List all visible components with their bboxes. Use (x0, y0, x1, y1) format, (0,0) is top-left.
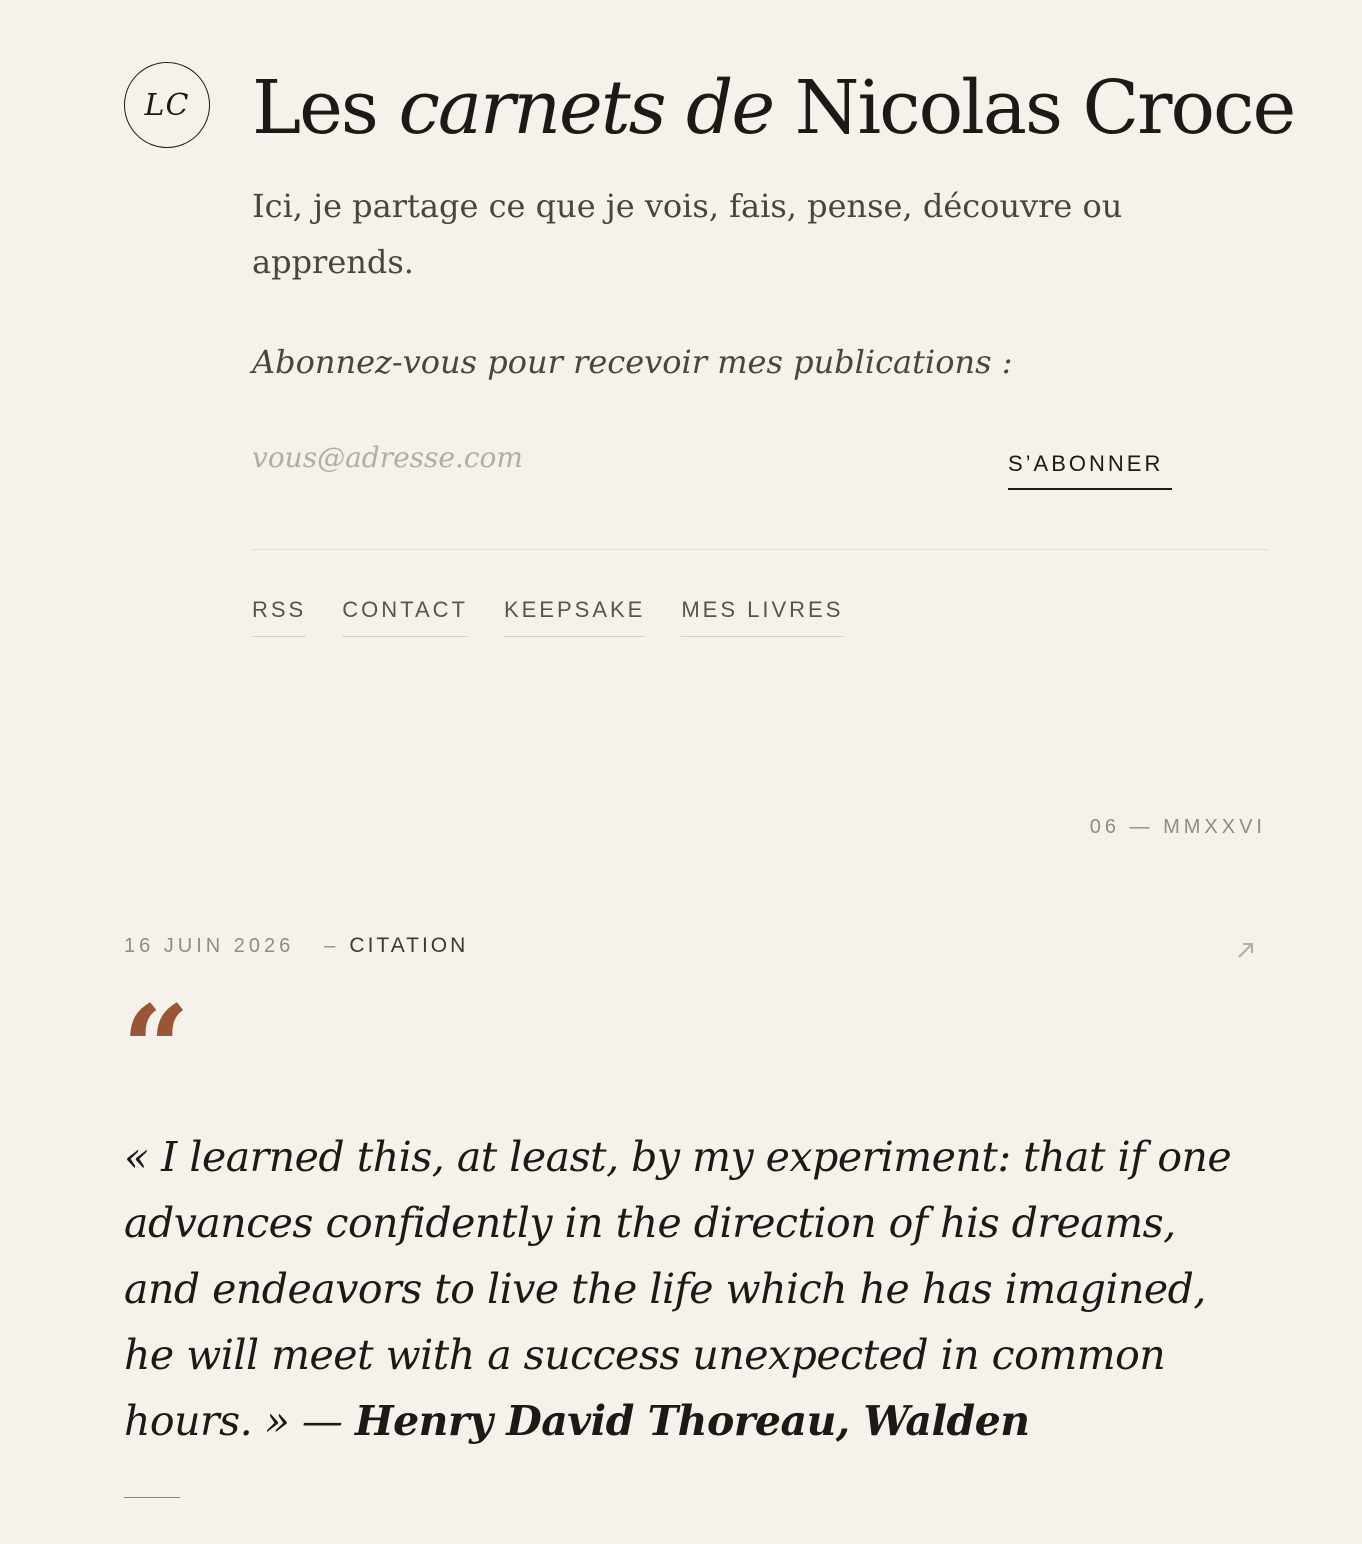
site-tagline: Ici, je partage ce que je vois, fais, pense, découvre ou apprends. (252, 187, 1123, 281)
email-input[interactable] (252, 432, 952, 482)
arrow-up-right-glyph (1234, 938, 1258, 962)
title-prefix: Les (252, 65, 399, 151)
post-category-link[interactable]: CITATION (349, 934, 469, 957)
title-suffix: Nicolas Croce (773, 65, 1295, 151)
post-meta-separator: – (324, 934, 336, 957)
quote-mark-icon: “ (122, 979, 190, 1118)
subscribe-button[interactable]: S’ABONNER (1008, 440, 1172, 490)
nav-link-contact[interactable]: CONTACT (342, 594, 468, 637)
quote-attribution: Henry David Thoreau, Walden (354, 1397, 1030, 1445)
post-end-rule (124, 1497, 180, 1498)
site-title (252, 64, 1294, 152)
nav-link-keepsake[interactable]: KEEPSAKE (504, 594, 645, 637)
nav-link-rss[interactable]: RSS (252, 594, 306, 637)
post-date: 16 JUIN 2026 (124, 934, 295, 957)
issue-label: 06 — MMXXVI (1089, 816, 1266, 838)
nav-link-mes-livres[interactable]: MES LIVRES (681, 594, 843, 637)
logo-monogram[interactable]: LC (124, 62, 210, 148)
subscribe-prompt: Abonnez-vous pour recevoir mes publications : (252, 343, 1013, 381)
main-nav (252, 594, 843, 637)
quote-text: « I learned this, at least, by my experiment: that if one advances confidently in the direction of his dreams, and endeavors to live the life which he has imagined, he will meet with a success unexpected in common hours. » — (124, 1133, 1232, 1445)
post-quote (124, 1124, 1234, 1454)
arrow-up-right-icon[interactable] (1234, 938, 1258, 962)
post-meta (124, 934, 468, 958)
title-emphasis: carnets de (398, 65, 774, 151)
header-divider (252, 549, 1268, 550)
